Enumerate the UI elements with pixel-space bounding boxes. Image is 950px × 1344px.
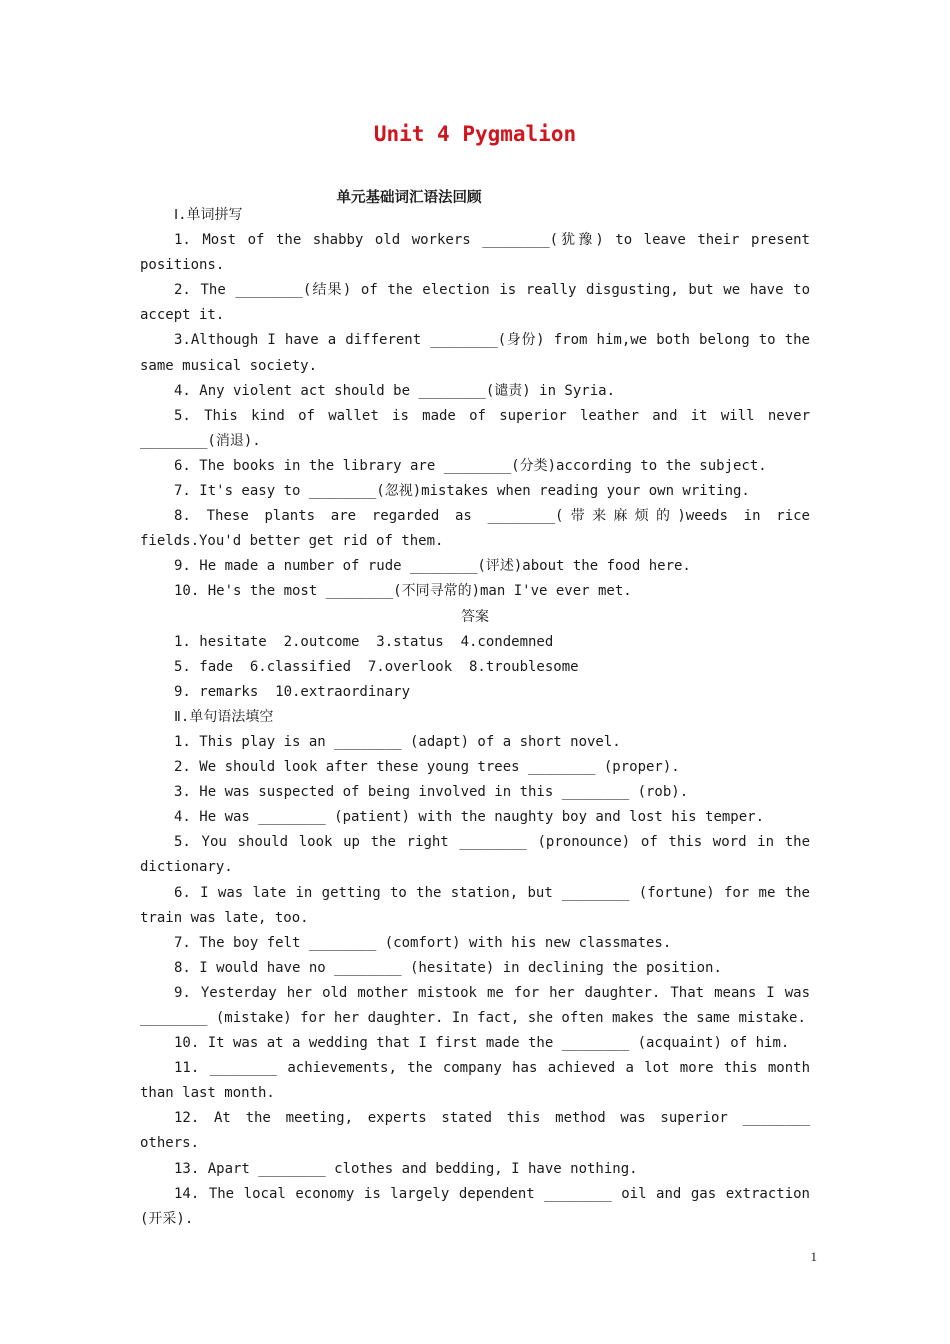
exercise-item: 14. The local economy is largely dependent ________ oil and gas extraction (开采). xyxy=(140,1185,819,1227)
answer-line: 5. fade 6.classified 7.overlook 8.troublesome xyxy=(174,658,579,675)
exercise-item: 3.Although I have a different ________(身份) from him,we both belong to the same musical society. xyxy=(140,332,819,374)
exercise-item: 1. Most of the shabby old workers ________(犹豫) to leave their present positions. xyxy=(140,232,819,274)
exercise-item: 7. The boy felt ________ (comfort) with his new classmates. xyxy=(174,934,672,951)
exercise-item: 12. At the meeting, experts stated this method was superior ________ others. xyxy=(140,1110,819,1152)
exercise-item: 2. We should look after these young trees ________ (proper). xyxy=(174,759,680,776)
exercise-item: 11. ________ achievements, the company has achieved a lot more this month than last month. xyxy=(140,1060,819,1102)
exercise-item: 3. He was suspected of being involved in this ________ (rob). xyxy=(174,784,689,801)
exercise-item: 1. This play is an ________ (adapt) of a short novel. xyxy=(174,733,621,750)
answer-heading: 答案 xyxy=(461,608,489,625)
exercise-item: 10. It was at a wedding that I first made the ________ (acquaint) of him. xyxy=(174,1035,790,1052)
exercise-item: 7. It's easy to ________(忽视)mistakes when reading your own writing. xyxy=(174,483,750,500)
page-title: Unit 4 Pygmalion xyxy=(373,122,577,146)
section2-heading: Ⅱ.单句语法填空 xyxy=(174,708,274,725)
exercise-item: 5. This kind of wallet is made of superior leather and it will never ________(消退). xyxy=(140,407,819,449)
exercise-item: 9. He made a number of rude ________(评述)about the food here. xyxy=(174,558,691,575)
section-subtitle: 单元基础词汇语法回顾 xyxy=(336,190,482,206)
page-number: 1 xyxy=(810,1249,817,1264)
exercise-item: 5. You should look up the right ________ (pronounce) of this word in the dictionary. xyxy=(140,834,819,876)
exercise-item: 6. I was late in getting to the station, but ________ (fortune) for me the train was late, too. xyxy=(140,884,819,926)
exercise-item: 2. The ________(结果) of the election is really disgusting, but we have to accept it. xyxy=(140,282,819,324)
section1-heading: Ⅰ.单词拼写 xyxy=(174,207,243,223)
answer-line: 1. hesitate 2.outcome 3.status 4.condemned xyxy=(174,633,554,650)
exercise-item: 6. The books in the library are ________(分类)according to the subject. xyxy=(174,457,767,474)
exercise-item: 8. These plants are regarded as ________(带来麻烦的)weeds in rice fields.You'd better get rid of them. xyxy=(140,508,819,550)
exercise-item: 4. Any violent act should be ________(谴责) in Syria. xyxy=(174,382,616,399)
answer-line: 9. remarks 10.extraordinary xyxy=(174,683,411,700)
exercise-item: 8. I would have no ________ (hesitate) in declining the position. xyxy=(174,959,722,976)
exercise-item: 13. Apart ________ clothes and bedding, I have nothing. xyxy=(174,1160,638,1177)
exercise-item: 10. He's the most ________(不同寻常的)man I've ever met. xyxy=(174,583,632,600)
exercise-item: 4. He was ________ (patient) with the naughty boy and lost his temper. xyxy=(174,809,765,826)
document-body xyxy=(140,203,819,1232)
exercise-item: 9. Yesterday her old mother mistook me for her daughter. That means I was ________ (mistake) for her daughter. In fact, she often makes the same mistake. xyxy=(140,984,819,1026)
